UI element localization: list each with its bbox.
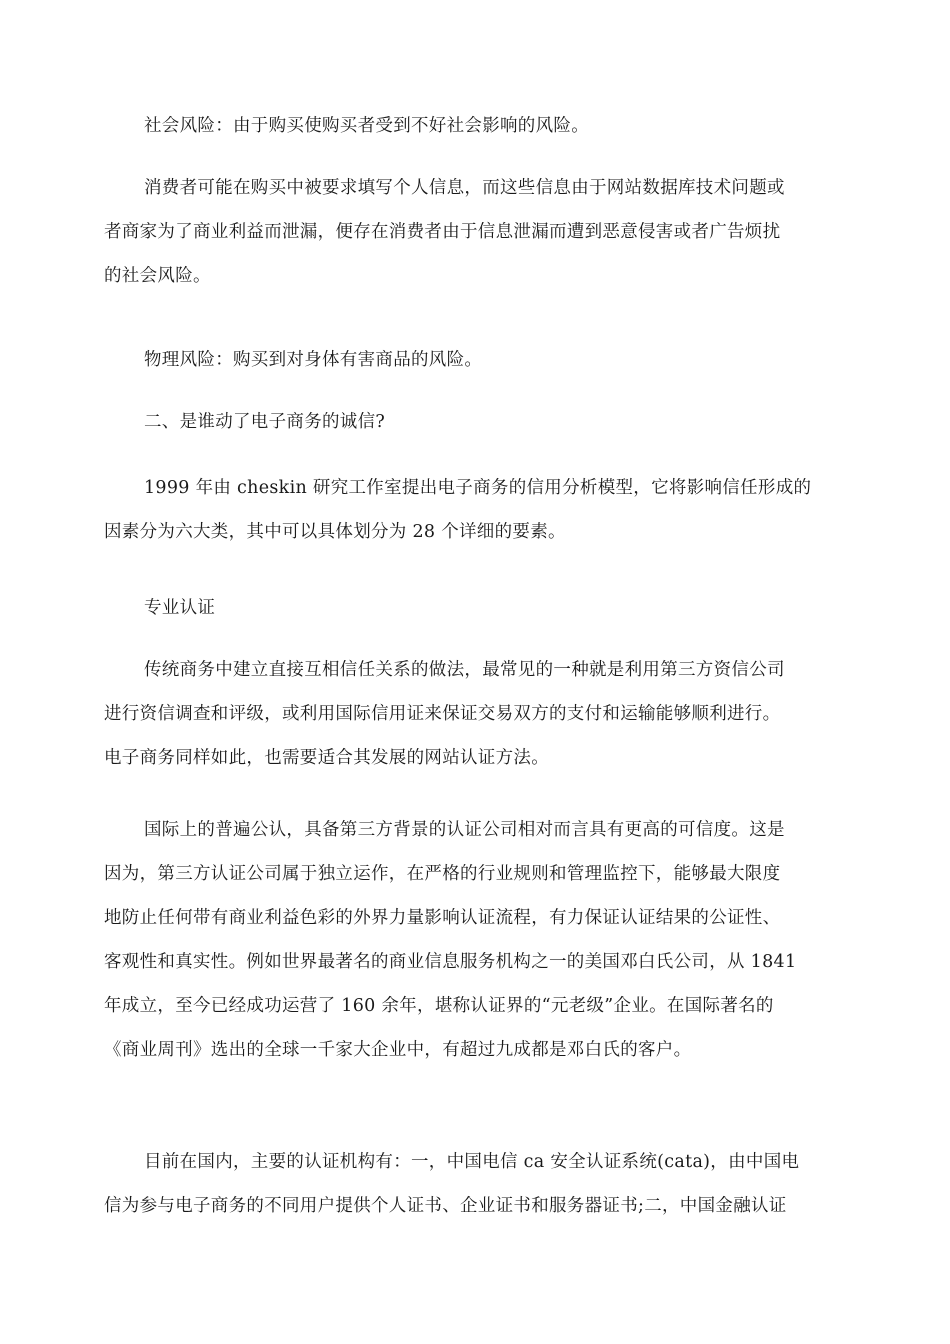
- text-line: 物理风险：购买到对身体有害商品的风险。: [144, 350, 483, 370]
- text-line: 《商业周刊》选出的全球一千家大企业中，有超过九成都是邓白氏的客户。: [104, 1040, 692, 1060]
- text-line: 社会风险：由于购买使购买者受到不好社会影响的风险。: [144, 116, 589, 136]
- text-line: 进行资信调查和评级，或利用国际信用证来保证交易双方的支付和运输能够顺利进行。: [104, 704, 781, 724]
- paragraph-traditional-commerce: [104, 648, 846, 780]
- text-line: 的社会风险。: [104, 266, 211, 286]
- text-line: 因素分为六大类，其中可以具体划分为 28 个详细的要素。: [104, 522, 566, 542]
- text-line: 二、是谁动了电子商务的诚信?: [144, 412, 386, 432]
- paragraph-domestic-authorities: [104, 1140, 846, 1228]
- paragraph-physical-risk: [104, 338, 846, 382]
- paragraph-social-risk: [104, 104, 846, 148]
- text-line: 专业认证: [144, 598, 216, 618]
- text-line: 客观性和真实性。例如世界最著名的商业信息服务机构之一的美国邓白氏公司，从 1841: [104, 952, 797, 972]
- text-line: 地防止任何带有商业利益色彩的外界力量影响认证流程，有力保证认证结果的公证性、: [104, 908, 781, 928]
- text-line: 信为参与电子商务的不同用户提供个人证书、企业证书和服务器证书;二，中国金融认证: [104, 1196, 787, 1216]
- paragraph-cheskin-model: [104, 466, 846, 554]
- paragraph-personal-info: [104, 166, 846, 298]
- text-line: 电子商务同样如此，也需要适合其发展的网站认证方法。: [104, 748, 549, 768]
- subheading-certification: [104, 586, 846, 630]
- text-line: 国际上的普遍公认，具备第三方背景的认证公司相对而言具有更高的可信度。这是: [144, 820, 785, 840]
- text-line: 年成立，至今已经成功运营了 160 余年，堪称认证界的“元老级”企业。在国际著名的: [104, 996, 774, 1016]
- text-line: 1999 年由 cheskin 研究工作室提出电子商务的信用分析模型，它将影响信任形成的: [144, 478, 812, 498]
- text-line: 传统商务中建立直接互相信任关系的做法，最常见的一种就是利用第三方资信公司: [144, 660, 785, 680]
- section-heading: [104, 400, 846, 444]
- text-line: 因为，第三方认证公司属于独立运作，在严格的行业规则和管理监控下，能够最大限度: [104, 864, 781, 884]
- paragraph-third-party: [104, 808, 846, 1072]
- text-line: 消费者可能在购买中被要求填写个人信息，而这些信息由于网站数据库技术问题或: [144, 178, 785, 198]
- text-line: 者商家为了商业利益而泄漏，便存在消费者由于信息泄漏而遭到恶意侵害或者广告烦扰: [104, 222, 781, 242]
- text-line: 目前在国内，主要的认证机构有：一，中国电信 ca 安全认证系统(cata)，由中国电: [144, 1152, 800, 1172]
